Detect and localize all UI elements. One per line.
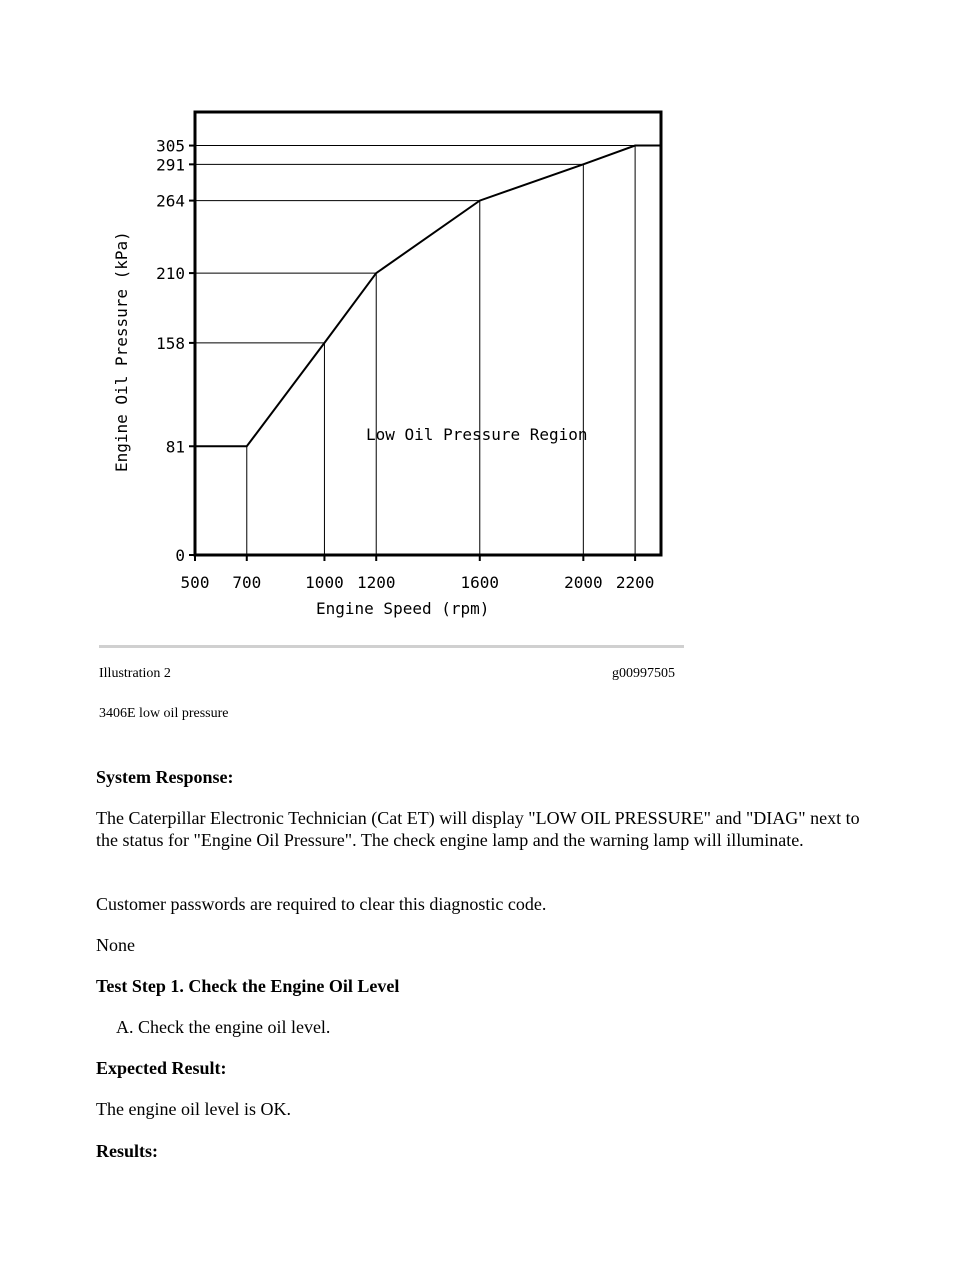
- system-response-heading: System Response:: [96, 767, 234, 787]
- low-oil-pressure-region-label: Low Oil Pressure Region: [366, 425, 588, 444]
- y-axis-label: Engine Oil Pressure (kPa): [112, 231, 131, 472]
- x-tick-label: 1600: [460, 573, 500, 592]
- x-tick-label: 2000: [564, 573, 603, 592]
- y-tick-label: 210: [156, 264, 185, 284]
- plot-frame: [195, 112, 661, 555]
- chart-axes: [195, 112, 661, 555]
- test-step-heading: Test Step 1. Check the Engine Oil Level: [96, 976, 400, 996]
- x-axis-ticks: [181, 555, 655, 592]
- none-text: None: [96, 935, 135, 955]
- system-response-text: The Caterpillar Electronic Technician (Cat ET) will display "LOW OIL PRESSURE" and "DIAG" next to the status for "Engine Oil Pressure". The check engine lamp and the warning lamp will illuminate.: [96, 808, 860, 850]
- x-tick-label: 500: [180, 573, 210, 592]
- passwords-text: Customer passwords are required to clear this diagnostic code.: [96, 894, 547, 914]
- x-tick-label: 2200: [615, 573, 655, 592]
- y-tick-label: 305: [156, 136, 185, 156]
- x-tick-label: 700: [232, 573, 262, 592]
- illustration-description: 3406E low oil pressure: [99, 706, 229, 721]
- y-tick-label: 158: [156, 333, 185, 353]
- illustration-label: Illustration 2: [99, 666, 171, 681]
- oil-pressure-chart: [100, 100, 700, 640]
- step-a-text: A. Check the engine oil level.: [116, 1017, 331, 1037]
- results-heading: Results:: [96, 1141, 158, 1161]
- y-tick-label: 291: [156, 155, 185, 175]
- x-axis-label: Engine Speed (rpm): [316, 599, 490, 618]
- y-axis-ticks: [156, 137, 195, 565]
- expected-result-text: The engine oil level is OK.: [96, 1099, 291, 1119]
- expected-result-heading: Expected Result:: [96, 1058, 227, 1078]
- divider: [99, 645, 684, 648]
- pressure-curve: [195, 146, 661, 447]
- x-tick-label: 1000: [305, 573, 344, 592]
- y-tick-label: 264: [156, 191, 185, 211]
- y-tick-label: 81: [165, 437, 185, 457]
- x-tick-label: 1200: [356, 573, 396, 592]
- illustration-code: g00997505: [612, 666, 675, 681]
- y-tick-label: 0: [175, 546, 185, 565]
- reference-lines: [195, 146, 635, 555]
